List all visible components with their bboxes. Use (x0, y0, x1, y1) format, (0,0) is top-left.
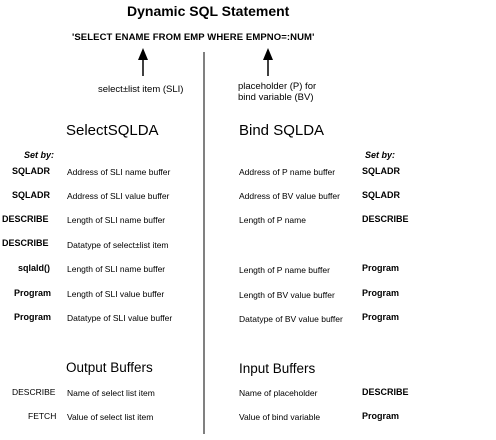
bind-row-setter: Program (362, 263, 400, 273)
select-row-setter: SQLADR (12, 166, 50, 176)
bind-row-setter: SQLADR (362, 190, 400, 200)
select-row-desc: Datatype of select±list item (67, 240, 169, 250)
input-buffer-desc: Name of placeholder (239, 388, 318, 398)
select-row-desc: Length of SLI value buffer (67, 289, 165, 299)
output-buffer-setter: DESCRIBE (12, 387, 56, 397)
select-row-setter: SQLADR (12, 190, 50, 200)
select-row-setter: sqlald() (18, 263, 51, 273)
bind-row-desc: Length of P name (239, 215, 306, 225)
sli-note: select±list item (SLI) (98, 84, 184, 95)
bind-row-desc: Length of P name buffer (239, 265, 330, 275)
bind-row-desc: Address of BV value buffer (239, 191, 340, 201)
bind-row-setter: Program (362, 288, 400, 298)
input-buffer-desc: Value of bind variable (239, 412, 321, 422)
placeholder-note-line2: bind variable (BV) (238, 92, 314, 103)
select-row-setter: DESCRIBE (2, 238, 49, 248)
sli-arrow (138, 48, 148, 76)
select-setby-label: Set by: (24, 150, 55, 160)
bind-row-desc: Datatype of BV value buffer (239, 314, 343, 324)
sql-statement: 'SELECT ENAME FROM EMP WHERE EMPNO=:NUM' (72, 32, 315, 43)
bind-row-setter: SQLADR (362, 166, 400, 176)
select-row-setter: DESCRIBE (2, 214, 49, 224)
select-row-setter: Program (14, 288, 52, 298)
select-row-desc: Length of SLI name buffer (67, 215, 166, 225)
bind-sqlda-heading: Bind SQLDA (239, 122, 325, 139)
select-row-desc: Length of SLI name buffer (67, 264, 166, 274)
select-row-desc: Datatype of SLI value buffer (67, 313, 173, 323)
output-buffer-desc: Name of select list item (67, 388, 155, 398)
bind-row-setter: DESCRIBE (362, 214, 409, 224)
placeholder-arrow (263, 48, 273, 76)
select-row-setter: Program (14, 312, 52, 322)
diagram-title: Dynamic SQL Statement (127, 3, 290, 19)
select-row-desc: Address of SLI value buffer (67, 191, 170, 201)
bind-row-desc: Address of P name buffer (239, 167, 336, 177)
bind-row-desc: Length of BV value buffer (239, 290, 335, 300)
bind-setby-label: Set by: (365, 150, 396, 160)
input-buffer-setter: Program (362, 411, 400, 421)
output-buffer-desc: Value of select list item (67, 412, 154, 422)
input-buffer-setter: DESCRIBE (362, 387, 409, 397)
output-buffers-heading: Output Buffers (66, 360, 153, 375)
bind-row-setter: Program (362, 312, 400, 322)
output-buffer-setter: FETCH (28, 411, 57, 421)
select-row-desc: Address of SLI name buffer (67, 167, 171, 177)
placeholder-note-line1: placeholder (P) for (238, 81, 317, 92)
input-buffers-heading: Input Buffers (239, 361, 316, 376)
select-sqlda-heading: SelectSQLDA (66, 122, 159, 139)
